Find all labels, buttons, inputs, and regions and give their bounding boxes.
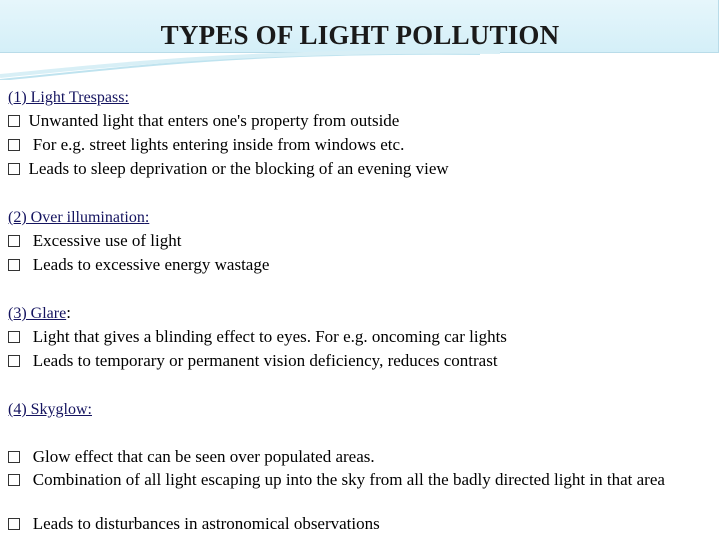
checkbox-bullet-icon [8,115,20,127]
list-item: Leads to disturbances in astronomical observations [8,512,380,536]
list-item: Leads to sleep deprivation or the blocking of an evening view [8,157,449,181]
checkbox-bullet-icon [8,331,20,343]
checkbox-bullet-icon [8,139,20,151]
list-item: Combination of all light escaping up into the sky from all the badly directed light in that area [8,470,712,490]
section-heading-glare: (3) Glare: [8,303,71,322]
list-item: Leads to excessive energy wastage [8,253,269,277]
checkbox-bullet-icon [8,474,20,486]
list-item: For e.g. street lights entering inside from windows etc. [8,133,404,157]
section-heading-light-trespass: (1) Light Trespass: [8,89,129,106]
checkbox-bullet-icon [8,451,20,463]
page-title: TYPES OF LIGHT POLLUTION [160,20,560,50]
list-item: Leads to temporary or permanent vision deficiency, reduces contrast [8,349,498,373]
checkbox-bullet-icon [8,355,20,367]
checkbox-bullet-icon [8,259,20,271]
section-heading-text: (2) Over illumination [8,209,145,226]
section-heading-over-illumination: (2) Over illumination: [8,209,150,226]
section-heading-text: (1) Light Trespass [8,89,125,106]
section-heading-skyglow [8,397,92,422]
section-heading-text: (3) Glare [8,305,67,322]
checkbox-bullet-icon [8,235,20,247]
checkbox-bullet-icon [8,163,20,175]
list-item: Excessive use of light [8,229,181,253]
list-item: Light that gives a blinding effect to eyes. For e.g. oncoming car lights [8,325,507,349]
list-item: Glow effect that can be seen over populated areas. [8,445,375,469]
checkbox-bullet-icon [8,518,20,530]
section-heading-text: (4) Skyglow: [8,401,92,418]
list-item: Unwanted light that enters one's property from outside [8,109,399,133]
